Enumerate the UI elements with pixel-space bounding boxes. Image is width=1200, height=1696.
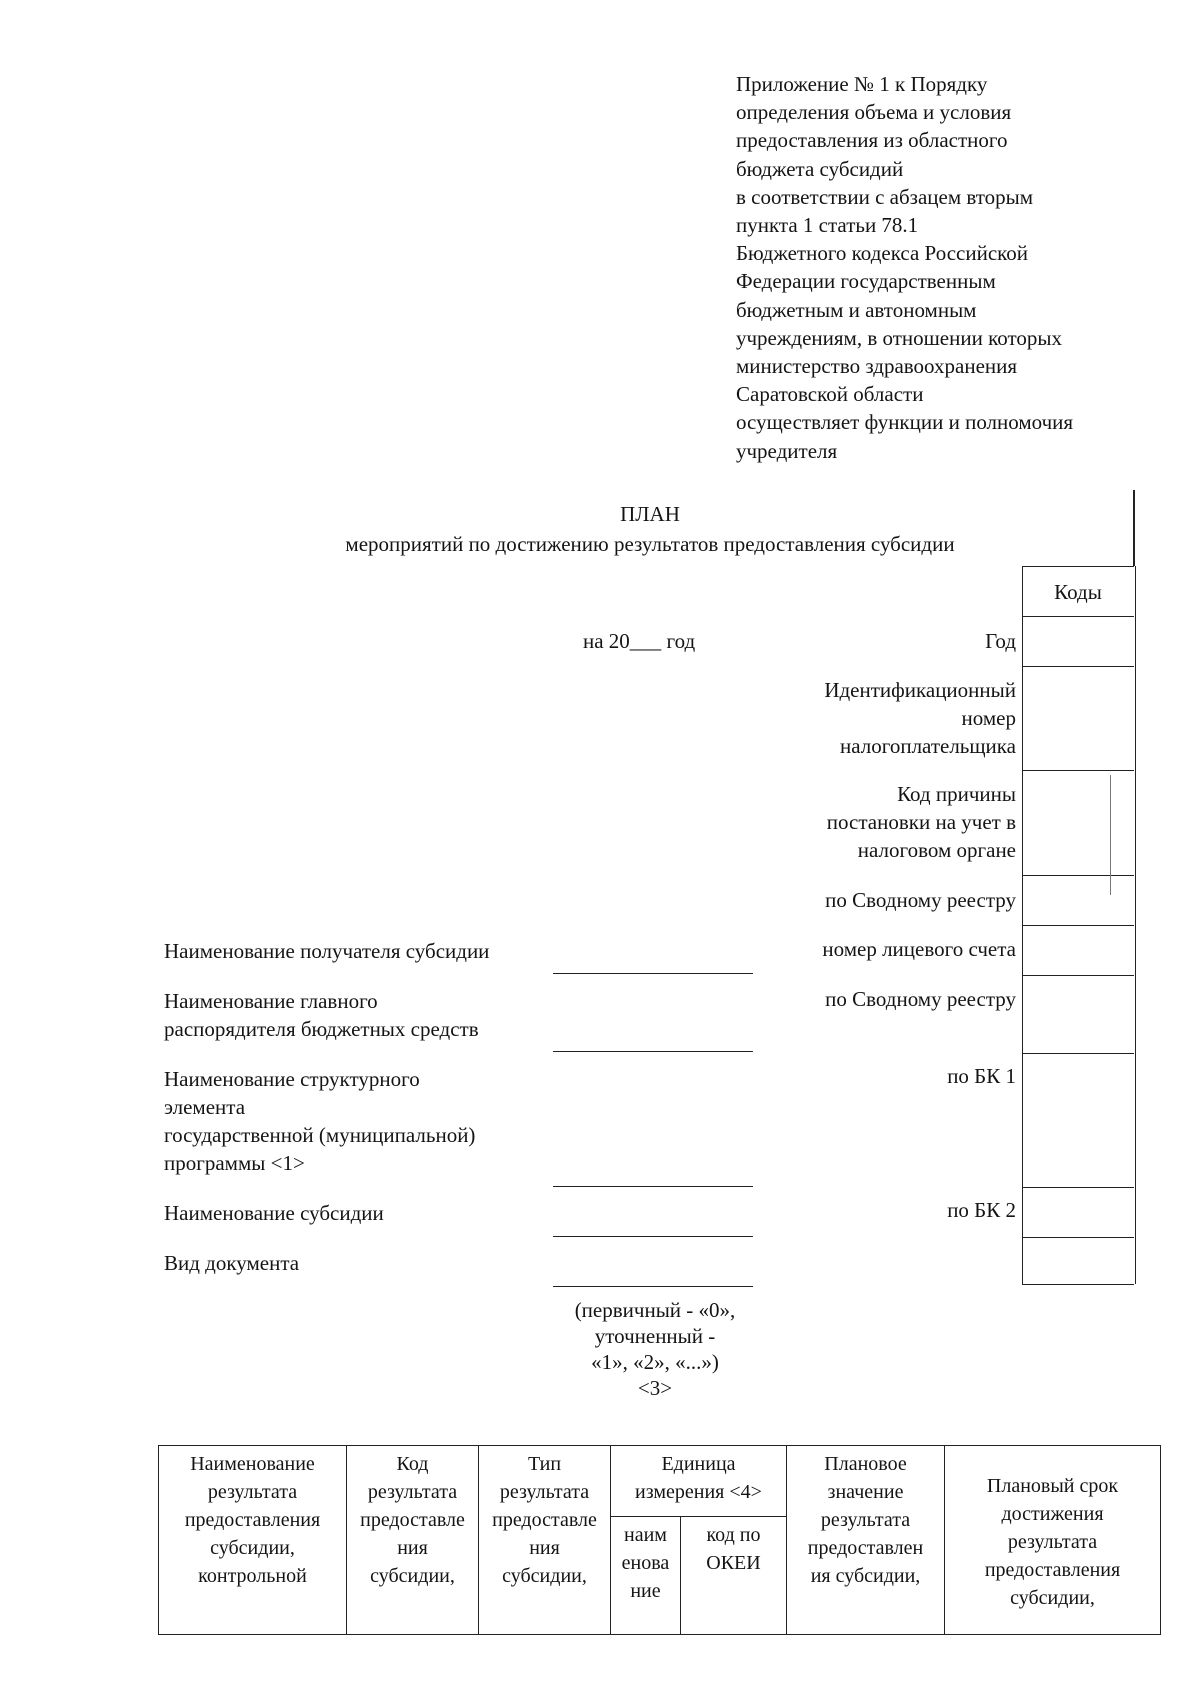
header-line: результата [207,1481,298,1503]
recipient-field[interactable] [553,973,753,974]
subsidy-field[interactable] [553,1236,753,1237]
doc-type-note-line: «1», «2», «...») [591,1350,719,1374]
codes-top-rule [1133,490,1135,566]
label-manager-line: Наименование главного [164,989,378,1013]
code-cell-bk1[interactable] [1022,1053,1134,1054]
year-label: на 20___ год [583,629,696,653]
label-bk1: по БК 1 [947,1064,1016,1088]
header-line: результата [1007,1531,1098,1553]
label-kpp-line: Код причины [897,782,1016,806]
header-result-name [159,1446,347,1635]
header-line: Плановое [824,1453,907,1475]
code-cell-registry2[interactable] [1022,975,1134,976]
header-line: субсидии, [1010,1587,1095,1609]
header-line: значение [827,1481,904,1503]
header-line: субсидии, [370,1565,455,1587]
code-cell-kpp[interactable] [1022,770,1134,771]
label-program-line: элемента [164,1095,246,1119]
appendix-line: министерство здравоохранения [736,354,1018,379]
header-line: ОКЕИ [706,1552,761,1575]
header-line: субсидии, [502,1565,587,1587]
manager-field[interactable] [553,1051,753,1052]
doc-type-note-line: уточненный - [594,1324,716,1348]
header-line: измерения <4> [635,1481,762,1503]
appendix-line: учредителя [736,438,838,463]
header-line: ия субсидии, [810,1565,921,1587]
appendix-line: в соответствии с абзацем вторым [736,184,1034,209]
header-line: субсидии, [210,1537,295,1559]
label-inn-line: налогоплательщика [840,734,1016,758]
label-program-line: программы <1> [164,1151,305,1175]
header-line: предоставления [984,1559,1121,1581]
label-inn-line: номер [961,706,1016,730]
page-title: ПЛАН [620,502,680,526]
label-bk2: по БК 2 [947,1198,1016,1222]
appendix-line: Бюджетного кодекса Российской [736,241,1029,266]
doc-type-field[interactable] [553,1286,753,1287]
code-cell-year[interactable] [1022,616,1134,617]
code-cell-bk2[interactable] [1022,1187,1134,1188]
header-line: результата [820,1509,911,1531]
header-line: достижения [1001,1503,1104,1525]
header-line: Единица [661,1453,736,1475]
label-manager [164,987,479,1043]
code-cell-account[interactable] [1022,925,1134,926]
label-kpp [827,780,1016,864]
codes-header: Коды [1022,566,1134,616]
label-subsidy: Наименование субсидии [164,1201,384,1225]
appendix-line: учреждениям, в отношении которых [736,325,1062,350]
appendix-line: осуществляет функции и полномочия [736,410,1074,435]
label-inn [824,676,1016,760]
doc-type-note [540,1297,770,1401]
header-line: предоставлен [807,1537,924,1559]
header-unit-name [611,1517,681,1635]
label-registry2: по Сводному реестру [825,987,1016,1011]
header-line: ния [529,1537,560,1559]
code-cell-inn[interactable] [1022,666,1134,667]
label-program [164,1065,475,1177]
header-result-code [347,1446,479,1635]
label-program-line: государственной (муниципальной) [164,1123,476,1147]
label-kpp-line: постановки на учет в [826,810,1016,834]
header-line: Тип [527,1453,562,1475]
appendix-line: бюджета субсидий [736,156,904,181]
label-kpp-line: налоговом органе [857,838,1016,862]
scan-artifact-line [1110,775,1111,895]
appendix-line: Федерации государственным [736,269,996,294]
appendix-note [736,70,1176,465]
code-cell-doc-type[interactable] [1022,1237,1134,1238]
label-recipient: Наименование получателя субсидии [164,939,490,963]
header-planned-date [945,1446,1161,1635]
label-account: номер лицевого счета [822,937,1016,961]
header-result-type [479,1446,611,1635]
header-line: предоставле [360,1509,465,1531]
appendix-line: пункта 1 статьи 78.1 [736,213,919,238]
label-registry1: по Сводному реестру [825,888,1016,912]
header-line: ние [630,1580,661,1603]
code-cell-registry1[interactable] [1022,875,1134,876]
header-unit-code [681,1517,787,1635]
label-inn-line: Идентификационный [824,678,1016,702]
appendix-line: предоставления из областного [736,128,1008,153]
header-line: предоставле [492,1509,597,1531]
header-line: Плановый срок [986,1475,1119,1497]
results-table [158,1445,1161,1635]
header-planned-value [787,1446,945,1635]
header-line: результата [499,1481,590,1503]
header-line: наим [624,1524,667,1547]
appendix-line: бюджетным и автономным [736,297,977,322]
page-subtitle: мероприятий по достижению результатов предоставления субсидии [345,532,955,556]
doc-type-note-line: (первичный - «0», [574,1298,736,1322]
header-line: код по [706,1524,761,1547]
appendix-line: определения объема и условия [736,100,1012,125]
header-line: енова [621,1552,670,1575]
header-line: результата [367,1481,458,1503]
doc-type-note-line: <3> [637,1376,673,1400]
header-line: контрольной [198,1565,307,1587]
label-manager-line: распорядителя бюджетных средств [164,1017,479,1041]
appendix-line: Приложение № 1 к Порядку [736,72,988,96]
program-field[interactable] [553,1186,753,1187]
header-line: предоставления [184,1509,321,1531]
label-doc-type: Вид документа [164,1251,300,1275]
header-line: Код [396,1453,429,1475]
label-year: Год [985,629,1016,653]
label-program-line: Наименование структурного [164,1067,420,1091]
appendix-line: Саратовской области [736,382,924,407]
header-line: ния [397,1537,428,1559]
header-unit [611,1446,787,1517]
header-line: Наименование [190,1453,315,1475]
codes-bottom-rule [1022,1284,1134,1285]
